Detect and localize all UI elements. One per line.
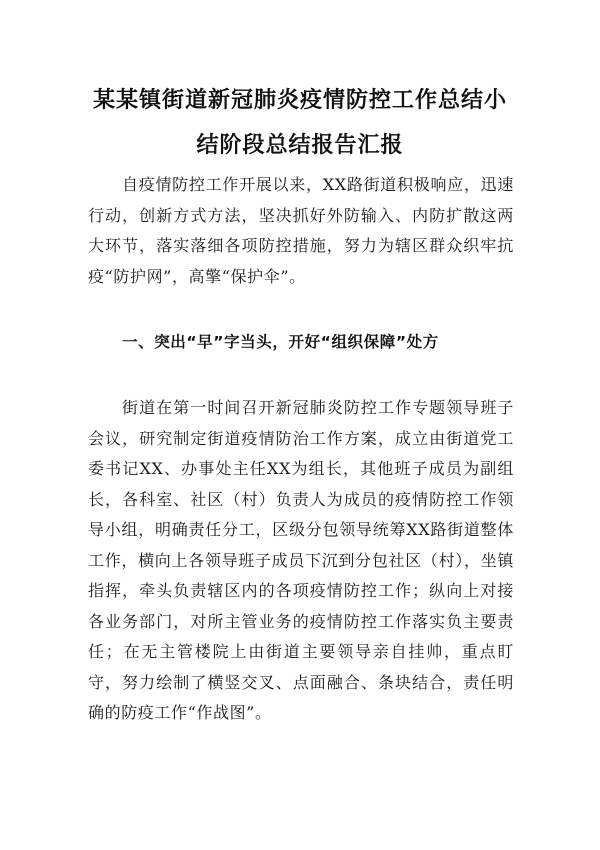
document-title-line-2: 结阶段总结报告汇报 [196,133,404,158]
intro-paragraph: 自疫情防控工作开展以来，XX路街道积极响应，迅速行动，创新方式方法，坚决抓好外防输入、内防扩散这两大环节，落实落细各项防控措施，努力为辖区群众织牢抗疫“防护网”，高擎“保护伞”。 [88,175,514,286]
document-title-line-1: 某某镇街道新冠肺炎疫情防控工作总结小 [92,88,507,113]
section-1-paragraph: 街道在第一时间召开新冠肺炎防控工作专题领导班子会议，研究制定街道疫情防治工作方案，成立由街道党工委书记XX、办事处主任XX为组长，其他班子成员为副组长，各科室、社区（村）负责人为成员的疫情防控工作领导小组，明确责任分工，区级分包领导统筹XX路街道整体工作，横向上各领导班子成员下沉到分包社区（村），坐镇指挥，牵头负责辖区内的各项疫情防控工作；纵向上对接各业务部门，对所主管业务的疫情防控工作落实负主要责任；在无主管楼院上由街道主要领导亲自挂帅，重点盯守，努力绘制了横竖交叉、点面融合、条块结合，责任明确的防疫工作“作战图”。 [88,398,514,722]
section-1-heading: 一、突出“早”字当头，开好“组织保障”处方 [122,333,439,351]
